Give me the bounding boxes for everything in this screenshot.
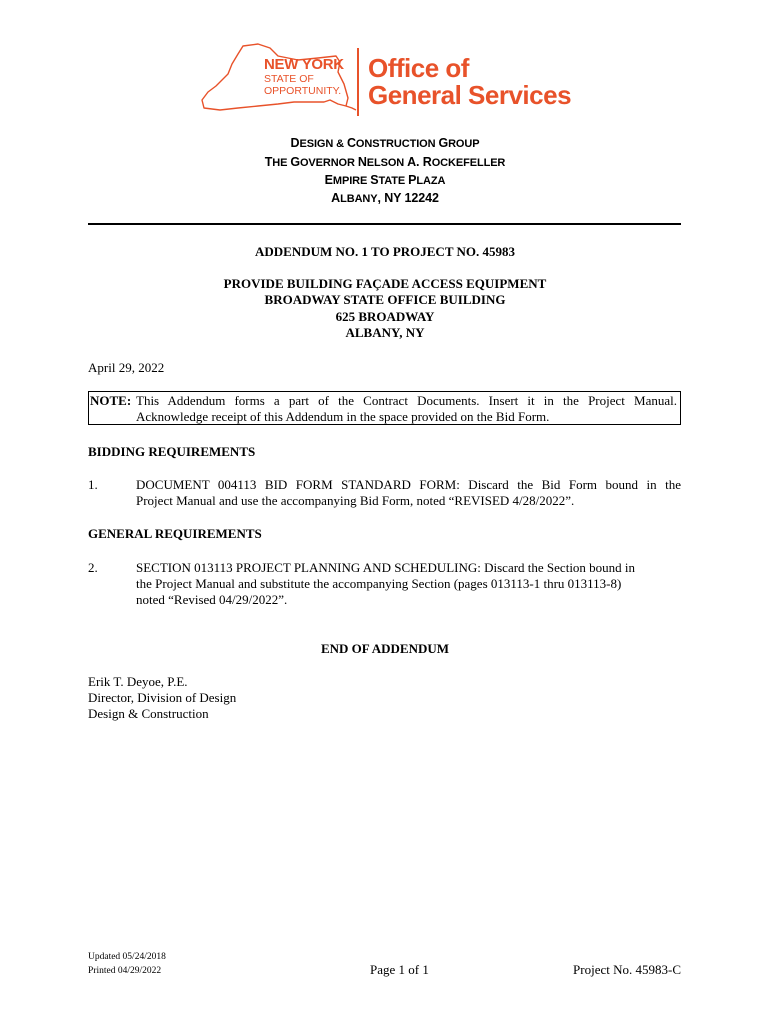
ny-tagline-1: STATE OF [264,73,314,85]
item-1-line-1: DOCUMENT 004113 BID FORM STANDARD FORM: Discard the Bid Form bound in the [136,477,681,492]
item-number-2: 2. [88,560,98,575]
project-title-line-2: BROADWAY STATE OFFICE BUILDING [264,292,506,307]
ogs-logo [198,40,578,120]
signer-title: Director, Division of Design [88,690,237,705]
item-2-line-2: the Project Manual and substitute the accompanying Section (pages 013113-1 thru 013113-8) [136,576,622,591]
end-of-addendum: END OF ADDENDUM [320,641,450,656]
ny-wordmark: NEW YORK [264,56,344,73]
note-line-1: This Addendum forms a part of the Contract Documents. Insert it in the Project Manual. [136,393,677,408]
document-date: April 29, 2022 [88,360,165,375]
project-title-line-4: ALBANY, NY [345,325,425,340]
note-line-2: Acknowledge receipt of this Addendum in the space provided on the Bid Form. [136,409,550,424]
logo-divider [357,48,359,116]
project-title-line-3: 625 BROADWAY [335,309,435,324]
item-number-1: 1. [88,477,98,492]
section-heading-bidding: BIDDING REQUIREMENTS [88,444,256,459]
item-1-line-2: Project Manual and use the accompanying Bid Form, noted “REVISED 4/28/2022”. [136,493,575,508]
header-line-2: THE GOVERNOR NELSON A. ROCKEFELLER [264,155,506,169]
header-line-4: ALBANY, NY 12242 [331,191,439,205]
item-2-line-1: SECTION 013113 PROJECT PLANNING AND SCHEDULING: Discard the Section bound in [136,560,636,575]
project-title-line-1: PROVIDE BUILDING FAÇADE ACCESS EQUIPMENT [223,276,547,291]
note-label: NOTE: [90,393,132,408]
ny-tagline-2: OPPORTUNITY. [264,85,342,97]
footer-updated: Updated 05/24/2018 [88,952,166,962]
footer-printed: Printed 04/29/2022 [88,966,162,976]
ogs-title-2: General Services [368,80,572,110]
section-heading-general: GENERAL REQUIREMENTS [88,526,262,541]
header-line-3: EMPIRE STATE PLAZA [324,173,446,187]
signer-name: Erik T. Deyoe, P.E. [88,674,188,689]
item-2-line-3: noted “Revised 04/29/2022”. [136,592,288,607]
ogs-title-1: Office of [368,53,469,83]
header-line-1: DESIGN & CONSTRUCTION GROUP [290,136,480,150]
footer-project-number: Project No. 45983-C [573,962,681,977]
signer-department: Design & Construction [88,706,209,721]
header-rule [88,223,681,225]
addendum-title: ADDENDUM NO. 1 TO PROJECT NO. 45983 [254,244,516,259]
footer-page-number: Page 1 of 1 [370,962,429,977]
